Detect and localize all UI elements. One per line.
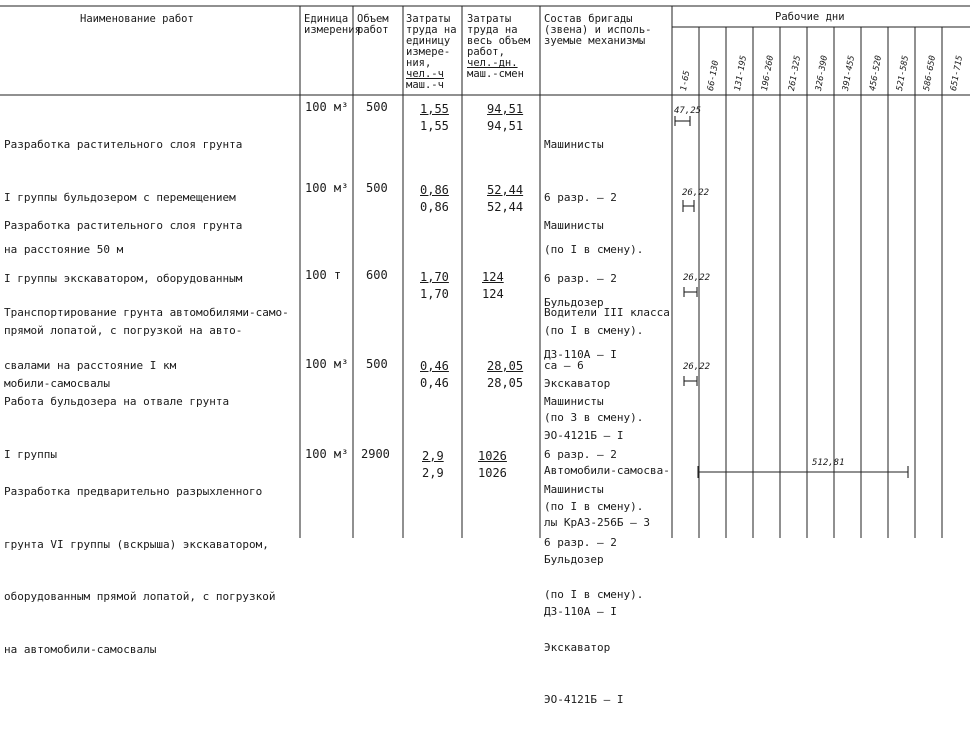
work-name-line: Разработка растительного слоя грунта	[4, 138, 243, 151]
crew-cell: Машинисты 6 разр. – 2 (по I в смену). Бульдозер ДЗ-110А – I	[544, 138, 644, 361]
labor-total-cell: 124 124	[482, 270, 504, 301]
crew-cell: Машинисты 6 разр. – 2 (по I в смену). Экскаватор ЭО-4121Б – I	[544, 219, 644, 442]
unit-cell: 100 т	[305, 268, 342, 282]
period-label: 261-325	[787, 54, 804, 92]
work-name-line: свалами на расстояние I км	[4, 358, 177, 372]
unit-cell: 100 м³	[305, 357, 349, 371]
unit-cell: 100 м³	[305, 100, 349, 114]
gantt-bars	[675, 116, 908, 478]
labor-unit-cell: 1,70 1,70	[420, 270, 449, 301]
period-label: 196-260	[760, 54, 777, 92]
crew-cell: Водители III класса са – 6 (по 3 в смену). Автомобили-самосва- лы КрАЗ-256Б – 3	[544, 306, 670, 529]
period-label: 66-130	[706, 59, 722, 92]
work-name-line: грунта VI группы (вскрыша) экскаватором,	[4, 537, 269, 551]
labor-unit-cell: 1,55 1,55	[420, 102, 449, 133]
work-name-line: мобили-самосвалы	[4, 376, 110, 390]
period-label: 1-65	[679, 69, 693, 92]
volume-cell: 600	[366, 268, 388, 282]
work-name-line: Транспортирование грунта автомобилями-само-	[4, 306, 289, 319]
work-name-line: Работа бульдозера на отвале грунта	[4, 395, 230, 408]
volume-cell: 500	[366, 181, 388, 195]
header-labor-total: Затраты труда на весь объем работ, чел.-дн. маш.-смен	[467, 13, 531, 80]
labor-unit-cell: 0,86 0,86	[420, 183, 449, 214]
work-name-line: оборудованным прямой лопатой, с погрузкой	[4, 590, 276, 603]
volume-cell: 500	[366, 357, 388, 371]
work-name-line: Разработка предварительно разрыхленного	[4, 485, 263, 498]
period-label: 456-520	[868, 54, 885, 92]
header-work-name: Наименование работ	[80, 13, 194, 25]
bar-duration-label: 47,25	[674, 106, 702, 116]
header-labor-unit: Затраты труда на единицу измере- ния, чел.-ч маш.-ч	[406, 13, 457, 91]
header-volume: Объем работ	[357, 13, 389, 36]
period-label: 391-455	[841, 54, 858, 92]
labor-total-cell: 1026 1026	[478, 449, 507, 480]
labor-unit-cell: 0,46 0,46	[420, 359, 449, 390]
work-name-line: I группы экскаватором, оборудованным	[4, 271, 243, 285]
period-label: 651-715	[949, 54, 966, 92]
unit-cell: 100 м³	[305, 181, 349, 195]
header-unit: Единица измерения	[304, 13, 361, 36]
period-label: 131-195	[733, 54, 750, 92]
labor-total-cell: 94,51 94,51	[487, 102, 524, 133]
crew-cell: Машинисты 6 разр. – 2 (по I в смену). Экскаватор ЭО-4121Б – I	[544, 483, 644, 706]
volume-cell: 2900	[361, 447, 390, 461]
volume-cell: 500	[366, 100, 388, 114]
work-name-line: на расстояние 50 м	[4, 243, 124, 256]
work-name-line: I группы бульдозером с перемещением	[4, 190, 236, 204]
period-label: 586-650	[922, 54, 939, 92]
work-name-line: на автомобили-самосвалы	[4, 642, 157, 656]
period-label: 326-390	[814, 54, 831, 92]
table-row	[4, 448, 276, 693]
period-label: 521-585	[895, 54, 912, 92]
bar-duration-label: 26,22	[683, 362, 711, 372]
work-name-line: I группы	[4, 447, 57, 461]
crew-cell: Машинисты 6 разр. – 2 (по I в смену). Бульдозер ДЗ-110А – I	[544, 395, 644, 618]
work-name-line: Разработка растительного слоя грунта	[4, 219, 243, 232]
work-name-line: прямой лопатой, с погрузкой на авто-	[4, 324, 243, 337]
labor-total-cell: 28,05 28,05	[487, 359, 524, 390]
header-working-days: Рабочие дни	[775, 11, 845, 23]
bar-duration-label: 26,22	[682, 188, 710, 198]
bar-duration-label: 512,81	[812, 458, 845, 468]
labor-unit-cell: 2,9 2,9	[422, 449, 444, 480]
labor-total-cell: 52,44 52,44	[487, 183, 524, 214]
header-crew: Состав бригады (звена) и исполь- зуемые механизмы	[544, 13, 652, 47]
bar-duration-label: 26,22	[683, 273, 711, 283]
unit-cell: 100 м³	[305, 447, 349, 461]
